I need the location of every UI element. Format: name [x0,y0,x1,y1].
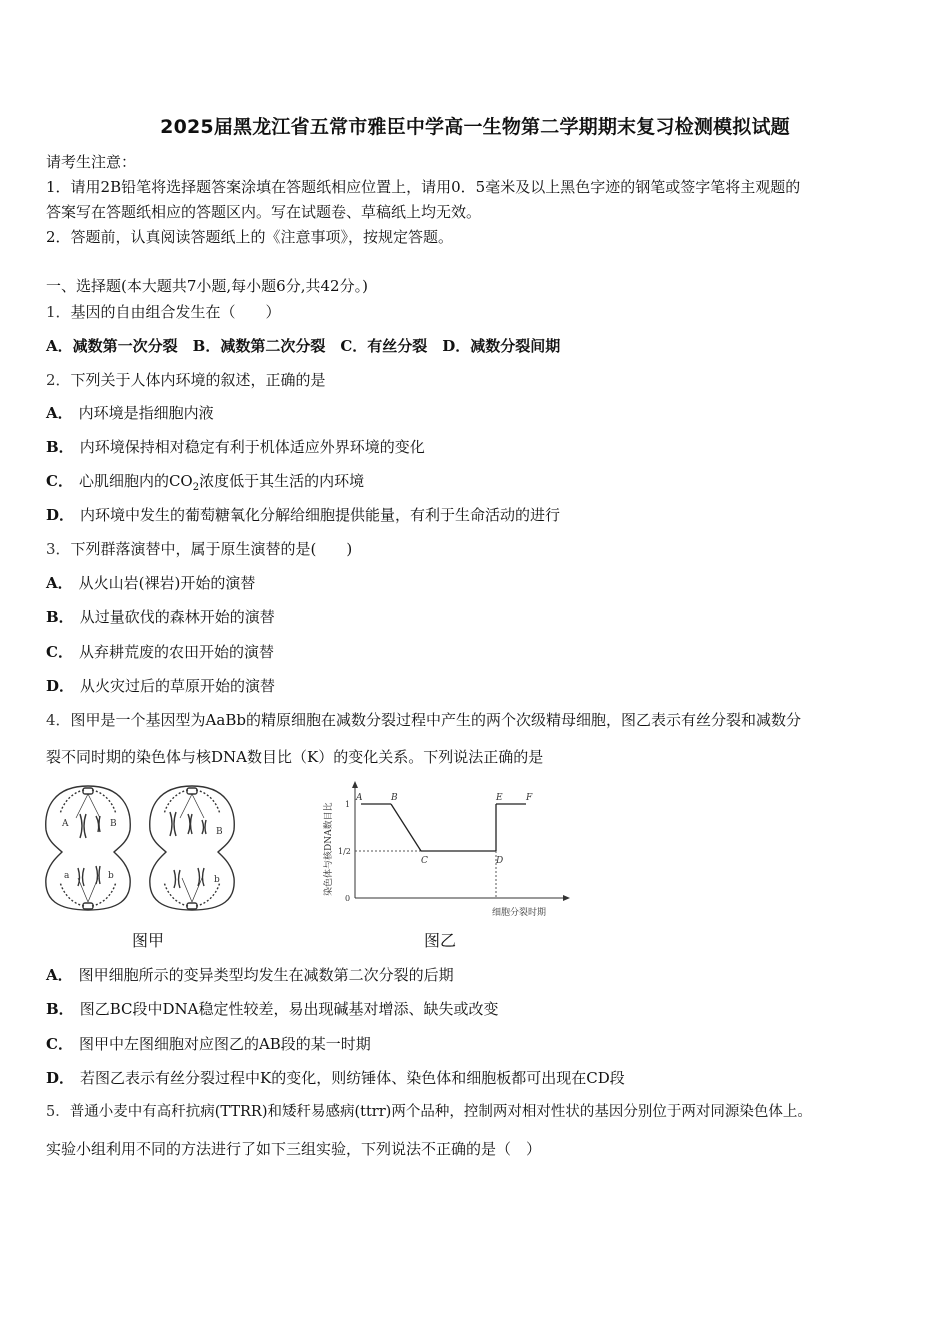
question-number: 5． [46,1104,70,1120]
question-number: 2． [46,371,71,389]
option-a [46,403,214,423]
option-b [46,999,498,1019]
question-stem: 基因的自由组合发生在（ ） [70,303,281,321]
chart-point-label: F [526,793,533,803]
cell-right [150,786,234,910]
option-text: 从弃耕荒废的农田开始的演替 [78,643,274,661]
option-text: 从火山岩(裸岩)开始的演替 [78,574,256,592]
option-label: C． [46,472,73,490]
figure-chart [320,778,580,928]
question-4-figures [40,778,580,953]
figure-b-caption: 图乙 [424,931,457,950]
option-text: 内环境是指细胞内液 [78,404,214,422]
option-label: D． [46,506,75,524]
option-label: B． [46,438,74,456]
option-d [46,1068,625,1088]
chart-point-label: A [356,793,363,803]
option-text: 浓度低于其生活的内环境 [199,472,365,490]
option-label: D． [46,677,75,695]
question-stem: 下列群落演替中，属于原生演替的是( ) [70,540,353,558]
question-stem: 下列关于人体内环境的叙述，正确的是 [70,371,326,389]
notice-item-1-cont: 答案写在答题纸相应的答题区内。写在试题卷、草稿纸上均无效。 [46,203,482,221]
question-4 [46,710,801,730]
question-1 [46,302,281,322]
option-text: 图甲中左图细胞对应图乙的AB段的某一时期 [78,1035,371,1053]
option-label: A． [46,404,73,422]
question-3 [46,539,352,559]
chart-point-label: E [496,793,503,803]
notice-item-1: 1．请用2B铅笔将选择题答案涂填在答题纸相应位置上，请用0．5毫米及以上黑色字迹的钢笔或签字笔将主观题的 [46,178,801,196]
allele-label-a: a [64,871,70,881]
question-number: 1． [46,303,71,321]
question-4-cont: 裂不同时期的染色体与核DNA数目比（K）的变化关系。下列说法正确的是 [46,748,544,766]
chart-y-tick: 0 [345,894,351,903]
option-d [46,505,560,525]
option-a [46,965,454,985]
chart-y-tick: 1/2 [338,847,351,856]
subscript: 2 [192,482,200,493]
option-text: 内环境中发生的葡萄糖氧化分解给细胞提供能量，有利于生命活动的进行 [80,506,561,524]
section-heading: 一、选择题(本大题共7小题,每小题6分,共42分。) [46,277,368,295]
option-label: B． [46,1000,74,1018]
option-label: B． [46,608,74,626]
chart-x-arrow [563,895,570,901]
option-label: C． [46,643,73,661]
question-1-options: A．减数第一次分裂 B．减数第二次分裂 C．有丝分裂 D．减数分裂间期 [46,337,561,355]
option-text: 从过量砍伐的森林开始的演替 [79,608,275,626]
option-text: 图甲细胞所示的变异类型均发生在减数第二次分裂的后期 [78,966,454,984]
allele-label-B: B [110,819,117,829]
chart-point-label: C [421,856,428,866]
option-text: 从火灾过后的草原开始的演替 [80,677,276,695]
option-text: 图乙BC段中DNA稳定性较差，易出现碱基对增添、缺失或改变 [79,1000,499,1018]
option-text: 心肌细胞内的CO [78,472,193,490]
option-label: A． [46,966,73,984]
chart-point-label: B [391,793,398,803]
allele-label-b-right: b [214,875,220,885]
question-2 [46,370,326,390]
chart-ylabel: 染色体与核DNA数目比 [324,802,334,896]
option-c [46,642,274,662]
figure-a-caption: 图甲 [132,931,165,950]
chart-y-tick: 1 [345,800,351,809]
notice-heading: 请考生注意： [46,153,137,171]
chart-point-label: D [496,856,504,866]
option-label: A． [46,574,73,592]
option-a [46,573,255,593]
chart-y-arrow [352,781,358,788]
question-5 [46,1102,812,1122]
question-number: 4． [46,711,71,729]
option-label: C． [46,1035,73,1053]
chart-segment [391,804,421,851]
option-label: D． [46,1069,75,1087]
option-c [46,1034,371,1054]
option-b [46,607,275,627]
question-number: 3． [46,540,71,558]
option-d [46,676,275,696]
allele-label-b: b [108,871,114,881]
question-stem: 普通小麦中有高秆抗病(TTRR)和矮秆易感病(ttrr)两个品种，控制两对相对性状的基因分别位于两对同源染色体上。 [69,1104,812,1120]
question-stem: 图甲是一个基因型为AaBb的精原细胞在减数分裂过程中产生的两个次级精母细胞，图乙表示有丝分裂和减数分 [70,711,801,729]
question-5-cont: 实验小组利用不同的方法进行了如下三组实验，下列说法不正确的是（ ） [46,1140,542,1158]
allele-label-B-right: B [216,827,223,837]
notice-item-2: 2．答题前，认真阅读答题纸上的《注意事项》，按规定答题。 [46,228,454,246]
option-b [46,437,425,457]
allele-label-A: A [62,819,69,829]
chart-xlabel: 细胞分裂时期 [492,908,547,918]
page-title: 2025届黑龙江省五常市雅臣中学高一生物第二学期期末复习检测模拟试题 [160,116,790,138]
option-c [46,471,364,498]
option-text: 若图乙表示有丝分裂过程中K的变化，则纺锤体、染色体和细胞板都可出现在CD段 [80,1069,625,1087]
cell-left [46,786,130,910]
option-text: 内环境保持相对稳定有利于机体适应外界环境的变化 [79,438,425,456]
